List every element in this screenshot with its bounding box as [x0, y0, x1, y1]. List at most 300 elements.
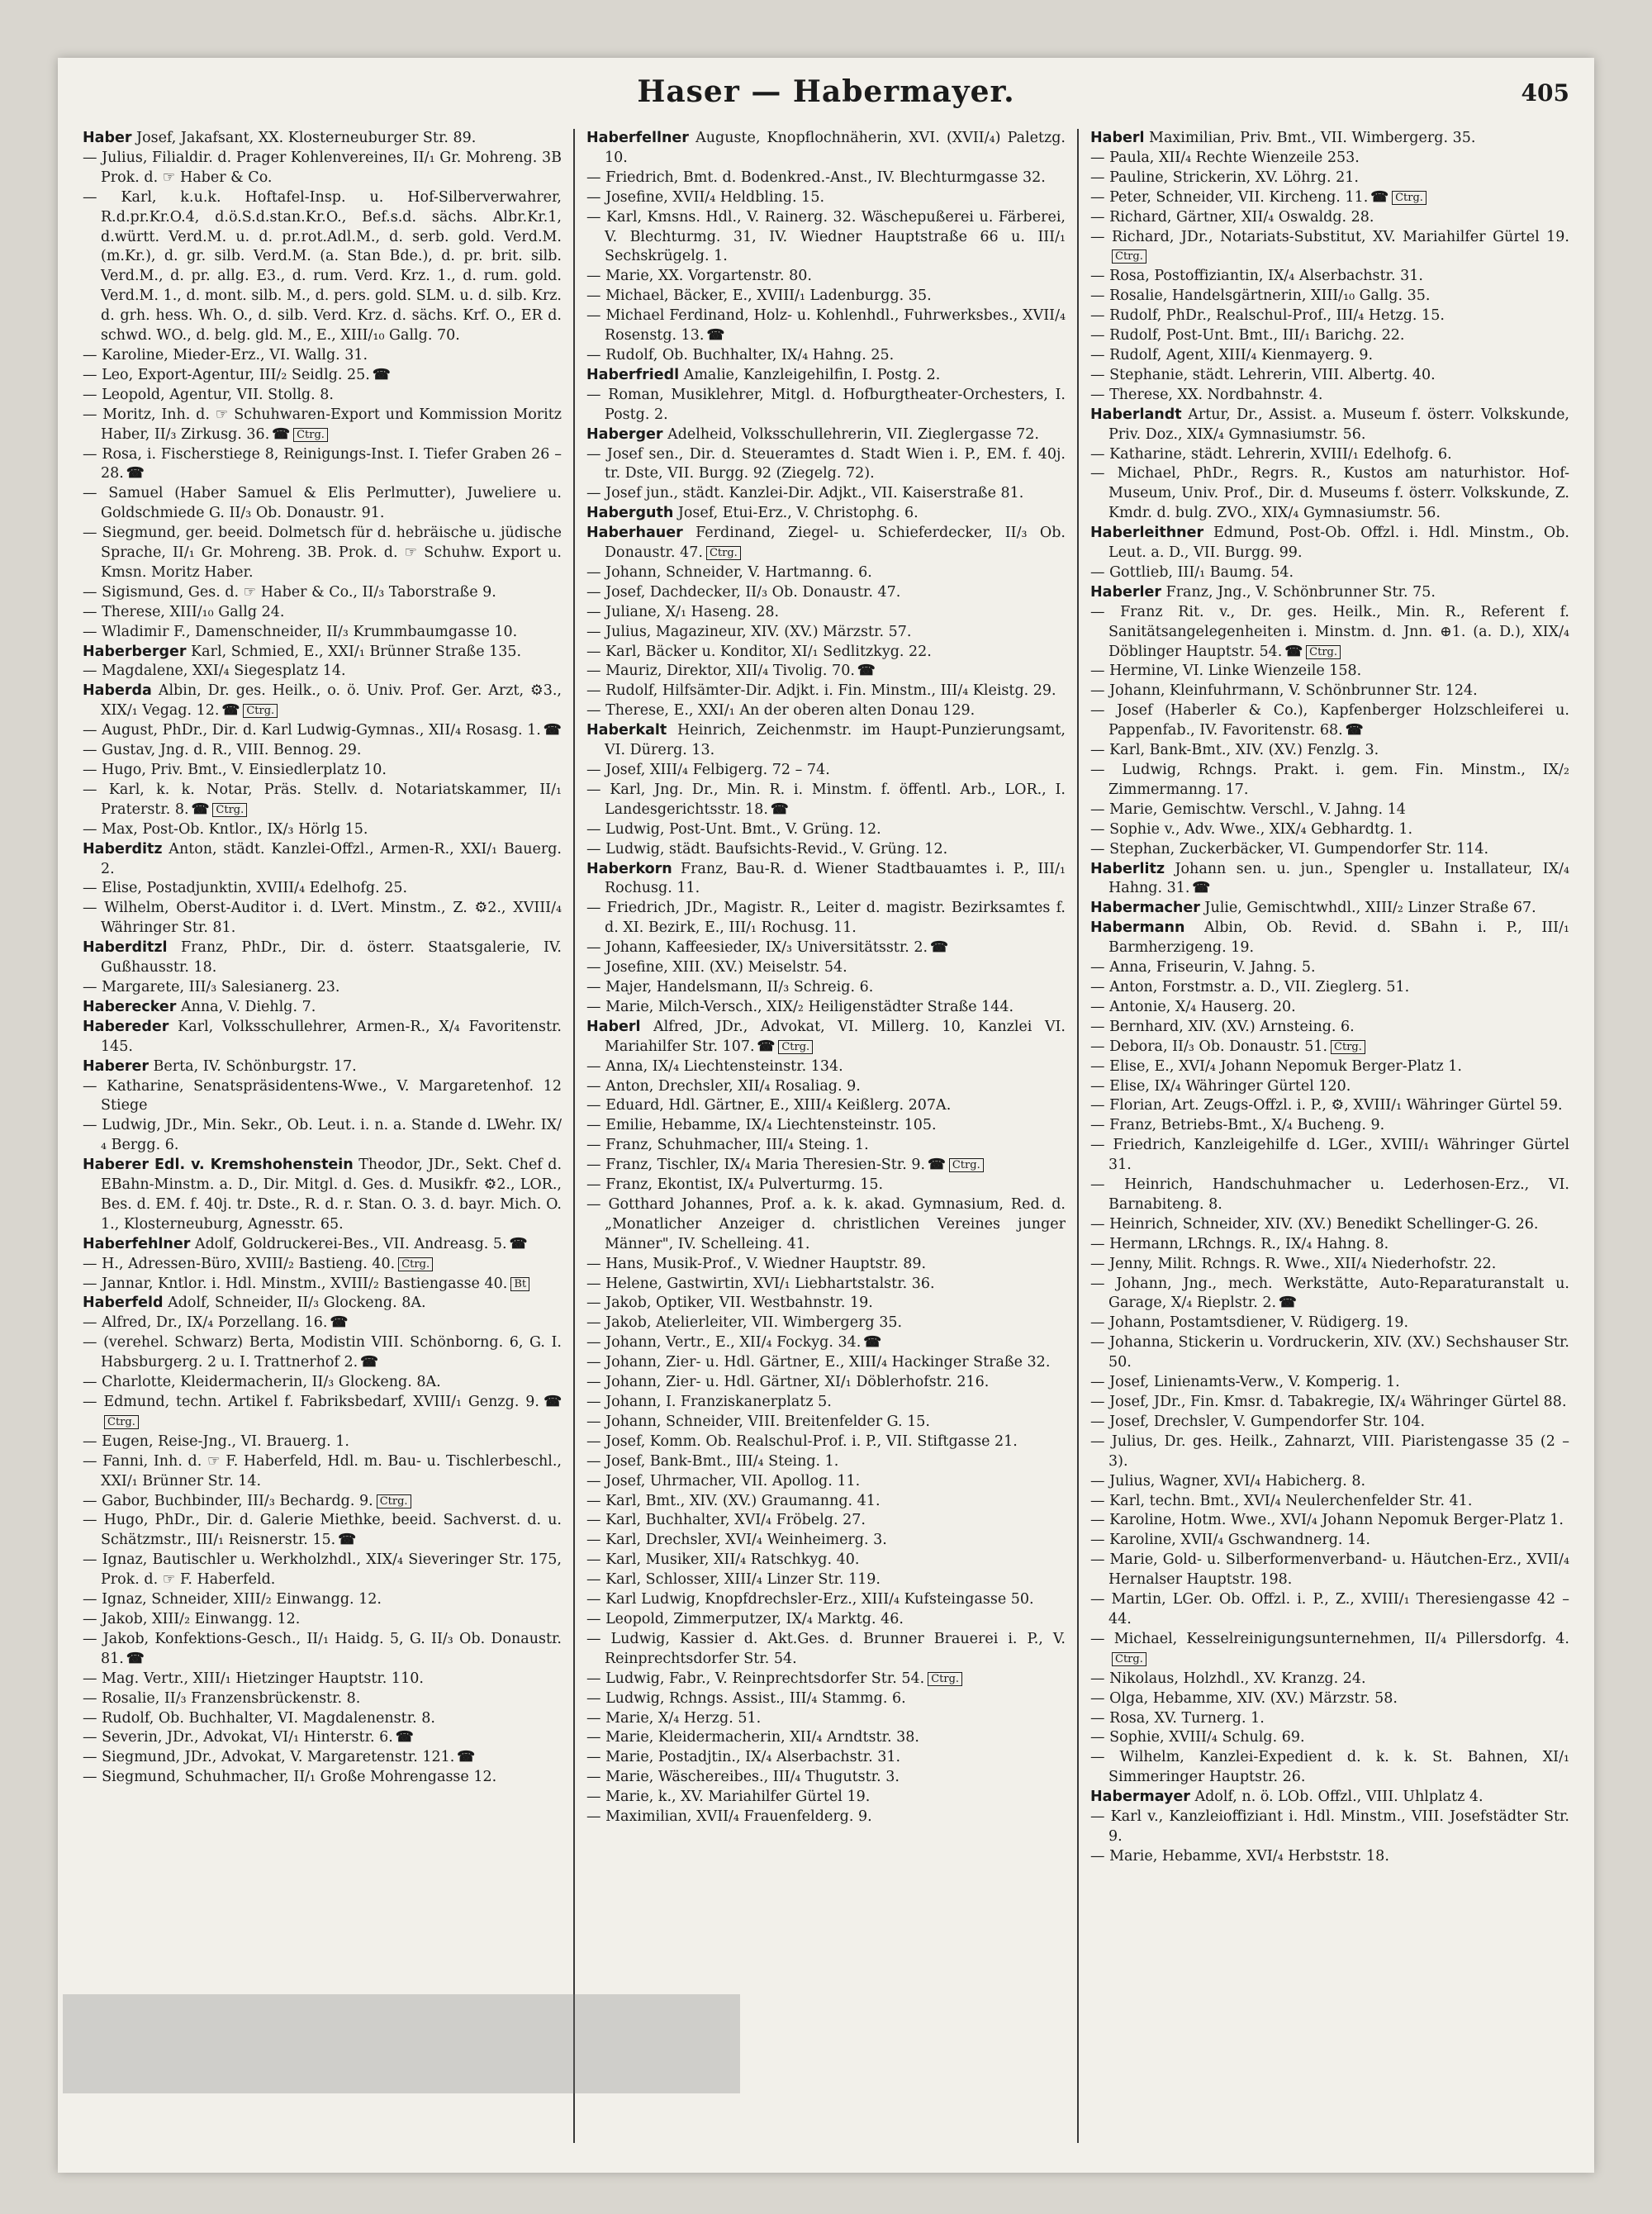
entry-text: — Josef jun., städt. Kanzlei-Dir. Adjkt., VII. Kaiserstraße 81. [586, 485, 1024, 502]
entry-text: — Karl, Musiker, XII/₄ Ratschkyg. 40. [586, 1551, 860, 1569]
entry-text: — Karl, Bmt., XIV. (XV.) Graumanng. 41. [586, 1492, 881, 1509]
entry-text: — Magdalene, XXI/₄ Siegesplatz 14. [83, 663, 346, 680]
directory-entry [83, 1373, 562, 1393]
entry-text: — Karl, Schlosser, XIII/₄ Linzer Str. 119. [586, 1571, 881, 1589]
entry-text: — Ludwig, Post-Unt. Bmt., V. Grüng. 12. [586, 820, 881, 838]
entry-text: — Johann, Vertr., E., XII/₄ Fockyg. 34. [586, 1334, 862, 1352]
directory-entry [1090, 306, 1569, 326]
entry-text: — Marie, X/₄ Herzg. 51. [586, 1709, 762, 1727]
entry-badge: Ctrg. [1306, 645, 1341, 659]
entry-surname: Haberleithner [1090, 525, 1204, 542]
entry-text: — Wilhelm, Oberst-Auditor i. d. LVert. Minstm., Z. ⚙2., XVIII/₄ Währinger Str. 81. [83, 900, 562, 937]
entry-text: — Marie, Gemischtw. Verschl., V. Jahng. 14 [1090, 801, 1406, 818]
entry-text: — Hermine, VI. Linke Wienzeile 158. [1090, 663, 1362, 680]
directory-entry [586, 1333, 1066, 1353]
directory-entry [83, 1314, 562, 1333]
directory-page [58, 58, 1594, 2173]
entry-text: — Charlotte, Kleidermacherin, II/₃ Glockeng. 8A. [83, 1374, 441, 1391]
telephone-icon: ☎ [191, 801, 210, 818]
entry-surname: Haberler [1090, 583, 1161, 601]
directory-entry [83, 524, 562, 583]
directory-entry [83, 1333, 562, 1373]
entry-surname: Haberhauer [586, 525, 683, 542]
entry-text: — Josef, Bank-Bmt., III/₄ Steing. 1. [586, 1452, 839, 1470]
directory-entry [586, 1195, 1066, 1255]
entry-text: — Karoline, Hotm. Wwe., XVI/₄ Johann Nepomuk Berger-Platz 1. [1090, 1512, 1564, 1529]
directory-entry [586, 583, 1066, 603]
directory-entry [1090, 346, 1569, 366]
entry-text: — Jenny, Milit. Rchngs. R. Wwe., XII/₄ Niederhofstr. 22. [1090, 1255, 1497, 1272]
entry-text: — Wilhelm, Kanzlei-Expedient d. k. k. St. Bahnen, XI/₁ Simmeringer Hauptstr. 26. [1090, 1749, 1569, 1786]
directory-entry [586, 721, 1066, 761]
entry-text: — Rudolf, Hilfsämter-Dir. Adjkt. i. Fin. Minstm., III/₄ Kleistg. 29. [586, 682, 1056, 700]
entry-text: — Rosa, XV. Turnerg. 1. [1090, 1709, 1265, 1727]
entry-text: Adolf, Schneider, II/₃ Glockeng. 8A. [163, 1295, 426, 1312]
directory-entry [1090, 1215, 1569, 1235]
entry-text: Berta, IV. Schönburgstr. 17. [148, 1057, 357, 1075]
entry-text: — Fanni, Inh. d. ☞ F. Haberfeld, Hdl. m. Bau- u. Tischlerbeschl., XXI/₁ Brünner Str. 14. [83, 1452, 562, 1489]
directory-entry [1090, 563, 1569, 583]
directory-entry [586, 1057, 1066, 1077]
directory-entry [1090, 1492, 1569, 1512]
directory-entry [1090, 1333, 1569, 1373]
entry-text: Franz, PhDr., Dir. d. österr. Staatsgalerie, IV. Gußhausstr. 18. [101, 939, 562, 976]
entry-badge: Ctrg. [949, 1158, 984, 1172]
entry-surname: Haberl [586, 1018, 641, 1035]
directory-entry [586, 603, 1066, 623]
entry-text: — Margarete, III/₃ Salesianerg. 23. [83, 978, 340, 995]
entry-surname: Habereder [83, 1018, 169, 1035]
directory-entry [1090, 741, 1569, 761]
entry-text: — Rudolf, Ob. Buchhalter, IX/₄ Hahng. 25. [586, 346, 895, 363]
directory-entry [586, 1590, 1066, 1610]
entry-text: — Katharine, städt. Lehrerin, XVIII/₁ Edelhofg. 6. [1090, 445, 1452, 463]
entry-text: — Johann, Kaffeesieder, IX/₃ Universitätsstr. 2. [586, 939, 928, 957]
directory-entry [83, 1294, 562, 1314]
directory-entry [1090, 1472, 1569, 1492]
entry-text: — Eduard, Hdl. Gärtner, E., XIII/₄ Keißlerg. 207A. [586, 1097, 952, 1114]
directory-entry [586, 1630, 1066, 1670]
entry-text: — Hans, Musik-Prof., V. Wiedner Hauptstr. 89. [586, 1255, 927, 1272]
entry-text: — Jakob, Atelierleiter, VII. Wimbergerg 35. [586, 1314, 903, 1332]
entry-text: — Ignaz, Bautischler u. Werkholzhdl., XIX/₄ Sieveringer Str. 175, Prok. d. ☞ F. Haberfeld. [83, 1551, 562, 1589]
directory-entry [1090, 761, 1569, 801]
directory-entry [83, 1235, 562, 1255]
entry-badge: Ctrg. [293, 428, 328, 442]
directory-entry [586, 208, 1066, 268]
entry-text: — Josefine, XIII. (XV.) Meiselstr. 54. [586, 959, 847, 976]
directory-entry [586, 1788, 1066, 1808]
directory-entry [83, 603, 562, 623]
entry-text: — Karl, Bäcker u. Konditor, XI/₁ Sedlitzkyg. 22. [586, 643, 932, 660]
entry-text: Ferdinand, Ziegel- u. Schieferdecker, II/₃ Ob. Donaustr. 47. [605, 525, 1066, 562]
directory-entry [1090, 1511, 1569, 1531]
directory-entry [586, 1728, 1066, 1748]
directory-entry [1090, 1728, 1569, 1748]
directory-entry [586, 445, 1066, 485]
entry-text: — Josef, JDr., Fin. Kmsr. d. Tabakregie, IX/₄ Währinger Gürtel 88. [1090, 1394, 1567, 1410]
entry-badge: Ctrg. [398, 1257, 433, 1271]
entry-text: — Maximilian, XVII/₄ Frauenfelderg. 9. [586, 1808, 872, 1826]
entry-text: — Therese, XX. Nordbahnstr. 4. [1090, 386, 1323, 403]
directory-entry [1090, 1590, 1569, 1630]
telephone-icon: ☎ [770, 801, 789, 818]
entry-text: — Michael, PhDr., Regrs. R., Kustos am naturhistor. Hof-Museum, Univ. Prof., Dir. d. Museums f. österr. Volkskunde, Z. Kmdr. d. bulg. ZVO., XIX/₄ Gymnasiumstr. 56. [1090, 465, 1569, 522]
directory-entry [83, 129, 562, 149]
directory-entry [83, 1728, 562, 1748]
entry-text: — Franz Rit. v., Dr. ges. Heilk., Min. R., Referent f. Sanitätsangelegenheiten i. Minstm. d. Jnn. ⊕1. (a. D.), XIX/₄ Döblinger Hauptstr. 54. [1090, 603, 1569, 660]
directory-entry [1090, 958, 1569, 978]
directory-entry [1090, 1551, 1569, 1590]
entry-text: — Jakob, Optiker, VII. Westbahnstr. 19. [586, 1295, 873, 1312]
entry-text: — H., Adressen-Büro, XVIII/₂ Bastieng. 40. [83, 1255, 396, 1272]
directory-entry [83, 820, 562, 840]
directory-entry [1090, 169, 1569, 188]
entry-text: Anton, städt. Kanzlei-Offzl., Armen-R., XXI/₁ Bauerg. 2. [101, 840, 562, 877]
directory-entry [83, 662, 562, 682]
entry-text: — Karl, Jng. Dr., Min. R. i. Minstm. f. öffentl. Arb., LOR., I. Landesgerichtsstr. 18. [586, 781, 1066, 818]
directory-entry [1090, 1393, 1569, 1413]
entry-text: — Hermann, LRchngs. R., IX/₄ Hahng. 8. [1090, 1235, 1389, 1252]
entry-badge: Ctrg. [928, 1672, 962, 1686]
directory-entry [1090, 1018, 1569, 1038]
directory-entry [83, 1057, 562, 1077]
entry-surname: Haberfriedl [586, 366, 680, 383]
telephone-icon: ☎ [706, 327, 725, 344]
telephone-icon: ☎ [857, 663, 876, 680]
directory-entry [1090, 287, 1569, 306]
entry-text: — Johanna, Stickerin u. Vordruckerin, XIV. (XV.) Sechshauser Str. 50. [1090, 1334, 1569, 1371]
directory-entry [1090, 919, 1569, 958]
directory-entry [1090, 1373, 1569, 1393]
entry-text: — Paula, XII/₄ Rechte Wienzeile 253. [1090, 149, 1360, 166]
directory-entry [83, 1077, 562, 1117]
directory-entry [1090, 1116, 1569, 1136]
entry-surname: Haberditz [83, 840, 163, 858]
telephone-icon: ☎ [221, 702, 240, 720]
entry-text: — Mauriz, Direktor, XII/₄ Tivolig. 70. [586, 663, 855, 680]
directory-entry [586, 169, 1066, 188]
directory-entry [586, 1077, 1066, 1097]
columns-container [71, 129, 1581, 2143]
entry-text: — Karl, Bank-Bmt., XIV. (XV.) Fenzlg. 3. [1090, 742, 1379, 759]
entry-badge: Ctrg. [104, 1415, 139, 1429]
directory-entry [83, 1275, 562, 1295]
entry-text: Albin, Dr. ges. Heilk., o. ö. Univ. Prof. Ger. Arzt, ⚙3., XIX/₁ Vegag. 12. [101, 682, 562, 720]
directory-entry [1090, 1788, 1569, 1808]
entry-text: Anna, V. Diehlg. 7. [176, 998, 316, 1015]
entry-text: — Johann, Schneider, V. Hartmanng. 6. [586, 563, 872, 581]
entry-text: — Alfred, Dr., IX/₄ Porzellang. 16. [83, 1314, 328, 1332]
entry-badge: Ctrg. [1331, 1040, 1365, 1054]
entry-text: — Roman, Musiklehrer, Mitgl. d. Hofburgtheater-Orchesters, I. Postg. 2. [586, 386, 1066, 423]
telephone-icon: ☎ [541, 1394, 562, 1410]
directory-entry [586, 662, 1066, 682]
directory-entry [1090, 1689, 1569, 1709]
directory-entry [586, 1551, 1066, 1570]
entry-text: — Johann, Zier- u. Hdl. Gärtner, E., XIII/₄ Hackinger Straße 32. [586, 1354, 1051, 1371]
directory-entry [83, 149, 562, 188]
directory-entry [83, 1748, 562, 1768]
entry-text: — Jakob, Konfektions-Gesch., II/₁ Haidg. 5, G. II/₃ Ob. Donaustr. 81. [83, 1630, 562, 1667]
directory-entry [1090, 326, 1569, 346]
entry-text: — Gabor, Buchbinder, III/₃ Bechardg. 9. [83, 1492, 373, 1509]
entry-text: — Johann, Zier- u. Hdl. Gärtner, XI/₁ Döblerhofstr. 216. [586, 1374, 990, 1391]
directory-entry [83, 386, 562, 406]
column-2 [573, 129, 1077, 2143]
entry-text: — Helene, Gastwirtin, XVI/₁ Liebhartstalstr. 36. [586, 1275, 935, 1292]
entry-text: — Pauline, Strickerin, XV. Löhrg. 21. [1090, 169, 1359, 186]
entry-text: — Sigismund, Ges. d. ☞ Haber & Co., II/₃ Taborstraße 9. [83, 583, 496, 601]
directory-entry [586, 1748, 1066, 1768]
entry-badge: Ctrg. [243, 704, 278, 718]
directory-entry [1090, 1630, 1569, 1670]
directory-entry [83, 623, 562, 643]
entry-text: — Hugo, Priv. Bmt., V. Einsiedlerplatz 10. [83, 762, 387, 778]
entry-text: — Elise, E., XVI/₄ Johann Nepomuk Berger-Platz 1. [1090, 1057, 1462, 1075]
directory-entry [1090, 1255, 1569, 1275]
entry-text: — Marie, Gold- u. Silberformenverband- u. Häutchen-Erz., XVII/₄ Hernalser Hauptstr. 198. [1090, 1551, 1569, 1589]
directory-entry [586, 701, 1066, 721]
entry-text: — Karoline, Mieder-Erz., VI. Wallg. 31. [83, 346, 368, 363]
directory-entry [1090, 840, 1569, 860]
directory-entry [1090, 228, 1569, 268]
directory-entry [586, 1136, 1066, 1156]
directory-entry [1090, 1808, 1569, 1847]
entry-text: — Josef, Linienamts-Verw., V. Komperig. 1. [1090, 1374, 1400, 1391]
entry-badge: Ctrg. [1112, 249, 1146, 264]
telephone-icon: ☎ [1192, 880, 1211, 897]
entry-text: Heinrich, Zeichenmstr. im Haupt-Punzierungsamt, VI. Dürerg. 13. [605, 722, 1066, 759]
directory-entry [586, 1393, 1066, 1413]
entry-text: — Marie, Postadjtin., IX/₄ Alserbachstr. 31. [586, 1749, 901, 1766]
directory-entry [586, 1768, 1066, 1788]
entry-badge: Ctrg. [377, 1494, 411, 1508]
directory-entry [586, 1176, 1066, 1195]
directory-entry [1090, 524, 1569, 563]
entry-text: — Anton, Forstmstr. a. D., VII. Zieglerg. 51. [1090, 978, 1410, 995]
entry-text: — Rosa, i. Fischerstiege 8, Reinigungs-Inst. I. Tiefer Graben 26 – 28. [83, 445, 562, 482]
directory-entry [586, 524, 1066, 563]
directory-entry [1090, 801, 1569, 820]
directory-entry [83, 406, 562, 445]
entry-text: — Sophie, XVIII/₄ Schulg. 69. [1090, 1729, 1305, 1746]
directory-entry [586, 682, 1066, 701]
entry-text: Albin, Ob. Revid. d. SBahn i. P., III/₁ Barmherzigeng. 19. [1108, 919, 1569, 957]
directory-entry [586, 1610, 1066, 1630]
entry-text: Karl, Schmied, E., XXI/₁ Brünner Straße 135. [186, 643, 522, 660]
telephone-icon: ☎ [930, 939, 948, 957]
entry-surname: Haberfellner [586, 130, 689, 146]
entry-text: — Leopold, Zimmerputzer, IX/₄ Marktg. 46. [586, 1610, 904, 1627]
entry-text: — Marie, Hebamme, XVI/₄ Herbststr. 18. [1090, 1847, 1389, 1865]
entry-text: — Josef, Komm. Ob. Realschul-Prof. i. P., VII. Stiftgasse 21. [586, 1432, 1018, 1450]
directory-entry [586, 1670, 1066, 1689]
entry-text: — Johann, Kleinfuhrmann, V. Schönbrunner Str. 124. [1090, 682, 1478, 700]
entry-text: — Karl, techn. Bmt., XVI/₄ Neulerchenfelder Str. 41. [1090, 1492, 1473, 1509]
directory-entry [586, 306, 1066, 346]
entry-text: — (verehel. Schwarz) Berta, Modistin VIII. Schönborng. 6, G. I. Habsburgerg. 2 u. I. Trattnerhof 2. [83, 1334, 562, 1371]
directory-entry [586, 938, 1066, 958]
entry-text: — Gustav, Jng. d. R., VIII. Bennog. 29. [83, 742, 362, 759]
entry-surname: Haberda [83, 682, 152, 700]
entry-text: — Michael, Bäcker, E., XVIII/₁ Ladenburgg. 35. [586, 287, 932, 305]
telephone-icon: ☎ [126, 1650, 145, 1667]
directory-entry [586, 1353, 1066, 1373]
entry-text: — Johann, Jng., mech. Werkstätte, Auto-Reparaturanstalt u. Garage, X/₄ Rieplstr. 2. [1090, 1275, 1569, 1312]
entry-text: Theodor, JDr., Sekt. Chef d. EBahn-Minstm. a. D., Dir. Mitgl. d. Ges. d. Musikfr. ⚙2., LOR., Bes. d. EM. f. 40j. tr. Dste., R. d. r. Stan. O. 3. d. bayr. Mich. O. 1., Klosterneuburg, Agnesstr. 65. [101, 1157, 563, 1233]
directory-entry [1090, 1136, 1569, 1176]
directory-entry [586, 1018, 1066, 1057]
directory-entry [83, 1610, 562, 1630]
directory-entry [1090, 1432, 1569, 1472]
entry-text: Auguste, Knopflochnäherin, XVI. (XVII/₄) Paletzg. 10. [605, 130, 1066, 166]
entry-text: — Antonie, X/₄ Hauserg. 20. [1090, 998, 1296, 1015]
directory-entry [586, 840, 1066, 860]
entry-text: — Leopold, Agentur, VII. Stollg. 8. [83, 386, 334, 403]
directory-entry [586, 761, 1066, 781]
directory-entry [1090, 386, 1569, 406]
entry-text: — Marie, Wäschereibes., III/₄ Thugutstr. 3. [586, 1769, 900, 1786]
telephone-icon: ☎ [338, 1532, 357, 1549]
directory-entry [586, 425, 1066, 445]
entry-surname: Haber [83, 130, 132, 146]
directory-entry [1090, 820, 1569, 840]
directory-entry [586, 643, 1066, 663]
directory-entry [1090, 1077, 1569, 1097]
entry-text: — Elise, IX/₄ Währinger Gürtel 120. [1090, 1077, 1351, 1095]
directory-entry [83, 1670, 562, 1689]
directory-entry [586, 346, 1066, 366]
entry-text: — Emilie, Hebamme, IX/₄ Liechtensteinstr. 105. [586, 1117, 937, 1134]
directory-entry [586, 287, 1066, 306]
entry-badge: Ctrg. [1112, 1652, 1146, 1666]
directory-entry [83, 484, 562, 524]
entry-text: — Julius, Filialdir. d. Prager Kohlenvereines, II/₁ Gr. Mohreng. 3B Prok. d. ☞ Haber & Co. [83, 149, 562, 186]
entry-text: — Rosalie, Handelsgärtnerin, XIII/₁₀ Gallg. 35. [1090, 287, 1431, 305]
directory-entry [586, 1156, 1066, 1176]
entry-surname: Habermann [1090, 919, 1185, 937]
entry-text: — Stephanie, städt. Lehrerin, VIII. Albertg. 40. [1090, 366, 1436, 383]
entry-text: — Karl, k.u.k. Hoftafel-Insp. u. Hof-Silberverwahrer, R.d.pr.Kr.O.4, d.ö.S.d.stan.Kr.O., Bef.s.d. sächs. Albr.Kr.1, d.württ. Verd.M. u. d. pr.rot.Adl.M., d. serb. gold. Verd.M. (m.Kr.), d. gr. silb. Verd.M. (a. Stan Bde.), d. pr. brit. silb. Verd.M., d. pr. allg. E3., d. rum. Verd. Krz. 1., d. rum. gold. Verd.M. 1., d. mont. silb. M., d. pers. gold. SLM. u. d. silb. Krz. d. grh. hess. Wh. O., d. silb. Verd. Krz. d. sächs. Krf. O., ER d. schwd. WO., d. belg. gld. M., E., XIII/₁₀ Gallg. 70. [83, 188, 562, 344]
entry-text: — Rudolf, Post-Unt. Bmt., III/₁ Barichg. 22. [1090, 327, 1405, 344]
directory-entry [586, 129, 1066, 169]
entry-text: — Josef (Haberler & Co.), Kapfenberger Holzschleiferei u. Pappenfab., IV. Favoritenstr. 68. [1090, 702, 1569, 739]
telephone-icon: ☎ [509, 1235, 528, 1252]
entry-text: — Karl Ludwig, Knopfdrechsler-Erz., XIII/₄ Kufsteingasse 50. [586, 1591, 1034, 1608]
entry-text: Alfred, JDr., Advokat, VI. Millerg. 10, Kanzlei VI. Mariahilfer Str. 107. [605, 1018, 1066, 1055]
directory-entry [586, 188, 1066, 208]
directory-entry [586, 1492, 1066, 1512]
entry-text: — Rosa, Postoffiziantin, IX/₄ Alserbachstr. 31. [1090, 268, 1423, 285]
entry-surname: Haberkalt [586, 722, 667, 739]
directory-entry [83, 682, 562, 721]
directory-entry [83, 978, 562, 998]
entry-surname: Habermacher [1090, 900, 1200, 917]
directory-entry [83, 1630, 562, 1670]
entry-surname: Haberfehlner [83, 1235, 191, 1252]
telephone-icon: ☎ [360, 1354, 378, 1371]
directory-entry [1090, 1275, 1569, 1314]
entry-text: — Therese, E., XXI/₁ An der oberen alten Donau 129. [586, 702, 976, 720]
entry-text: — Ludwig, JDr., Min. Sekr., Ob. Leut. i. n. a. Stande d. LWehr. IX/₄ Bergg. 6. [83, 1117, 562, 1154]
directory-entry [586, 958, 1066, 978]
page-title: Haser — Habermayer. [637, 74, 1015, 109]
entry-badge: Ctrg. [706, 546, 741, 560]
directory-entry [1090, 1096, 1569, 1116]
entry-text: — Friedrich, JDr., Magistr. R., Leiter d. magistr. Bezirksamtes f. d. XI. Bezirk, E., III/₁ Rochusg. 11. [586, 900, 1066, 937]
directory-entry [1090, 1314, 1569, 1333]
entry-text: — Franz, Tischler, IX/₄ Maria Theresien-Str. 9. [586, 1157, 926, 1174]
directory-entry [1090, 1038, 1569, 1057]
entry-text: Johann sen. u. jun., Spengler u. Installateur, IX/₄ Hahng. 31. [1108, 860, 1569, 897]
entry-text: — Rosalie, II/₃ Franzensbrückenstr. 8. [83, 1689, 361, 1707]
entry-text: — Siegmund, JDr., Advokat, V. Margaretenstr. 121. [83, 1749, 455, 1766]
entry-text: — Marie, Kleidermacherin, XII/₄ Arndtstr. 38. [586, 1729, 919, 1746]
entry-text: — Heinrich, Handschuhmacher u. Lederhosen-Erz., VI. Barnabiteng. 8. [1090, 1176, 1569, 1213]
directory-entry [83, 1255, 562, 1275]
directory-entry [586, 623, 1066, 643]
entry-surname: Haberlandt [1090, 406, 1182, 423]
entry-text: — Stephan, Zuckerbäcker, VI. Gumpendorfer Str. 114. [1090, 840, 1489, 858]
entry-surname: Haberberger [83, 643, 187, 660]
directory-entry [586, 1413, 1066, 1432]
entry-text: — Ludwig, städt. Baufsichts-Revid., V. Grüng. 12. [586, 840, 948, 858]
entry-text: Edmund, Post-Ob. Offzl. i. Hdl. Minstm., Ob. Leut. a. D., VII. Burgg. 99. [1108, 525, 1569, 562]
directory-entry [586, 1275, 1066, 1295]
entry-text: — Franz, Betriebs-Bmt., X/₄ Bucheng. 9. [1090, 1117, 1385, 1134]
directory-entry [83, 1432, 562, 1452]
entry-text: — Bernhard, XIV. (XV.) Arnsteing. 6. [1090, 1018, 1355, 1035]
entry-text: — Johann, Postamtsdiener, V. Rüdigerg. 19. [1090, 1314, 1409, 1332]
telephone-icon: ☎ [1279, 1295, 1297, 1312]
entry-text: — Wladimir F., Damenschneider, II/₃ Krummbaumgasse 10. [83, 623, 518, 640]
entry-text: — Franz, Ekontist, IX/₄ Pulverturmg. 15. [586, 1176, 884, 1194]
directory-entry [83, 899, 562, 938]
directory-entry [586, 1808, 1066, 1827]
directory-entry [1090, 366, 1569, 386]
directory-entry [1090, 978, 1569, 998]
page-number: 405 [1521, 79, 1569, 107]
telephone-icon: ☎ [457, 1749, 476, 1766]
directory-entry [586, 1511, 1066, 1531]
column-3 [1077, 129, 1581, 2143]
directory-entry [586, 781, 1066, 820]
directory-entry [1090, 445, 1569, 465]
directory-entry [586, 1452, 1066, 1472]
entry-badge: Ctrg. [212, 803, 247, 817]
entry-text: — Katharine, Senatspräsidentens-Wwe., V. Margaretenhof. 12 Stiege [83, 1077, 562, 1114]
entry-text: — Josef sen., Dir. d. Steueramtes d. Stadt Wien i. P., EM. f. 40j. tr. Dste, VII. Burgg. 92 (Ziegelg. 72). [586, 445, 1066, 482]
directory-entry [586, 978, 1066, 998]
entry-text: — Rudolf, Ob. Buchhalter, VI. Magdalenenstr. 8. [83, 1709, 435, 1727]
entry-text: Adolf, Goldruckerei-Bes., VII. Andreasg. 5. [190, 1235, 507, 1252]
directory-entry [1090, 1709, 1569, 1729]
entry-text: — Ludwig, Rchngs. Assist., III/₄ Stammg. 6. [586, 1689, 906, 1707]
entry-surname: Haberl [1090, 130, 1145, 146]
faded-stamp-overlay [63, 1994, 740, 2093]
entry-text: Josef, Etui-Erz., V. Christophg. 6. [673, 505, 919, 522]
directory-entry [83, 1709, 562, 1729]
directory-entry [586, 899, 1066, 938]
directory-entry [586, 1116, 1066, 1136]
entry-surname: Haberfeld [83, 1295, 164, 1312]
entry-text: — Jakob, XIII/₂ Einwangg. 12. [83, 1610, 301, 1627]
directory-entry [83, 188, 562, 346]
entry-badge: Ctrg. [778, 1040, 813, 1054]
entry-text: — Josefine, XVII/₄ Heldbling. 15. [586, 188, 825, 206]
entry-text: — Samuel (Haber Samuel & Elis Perlmutter), Juweliere u. Goldschmiede G. II/₃ Ob. Donaustr. 91. [83, 485, 562, 522]
